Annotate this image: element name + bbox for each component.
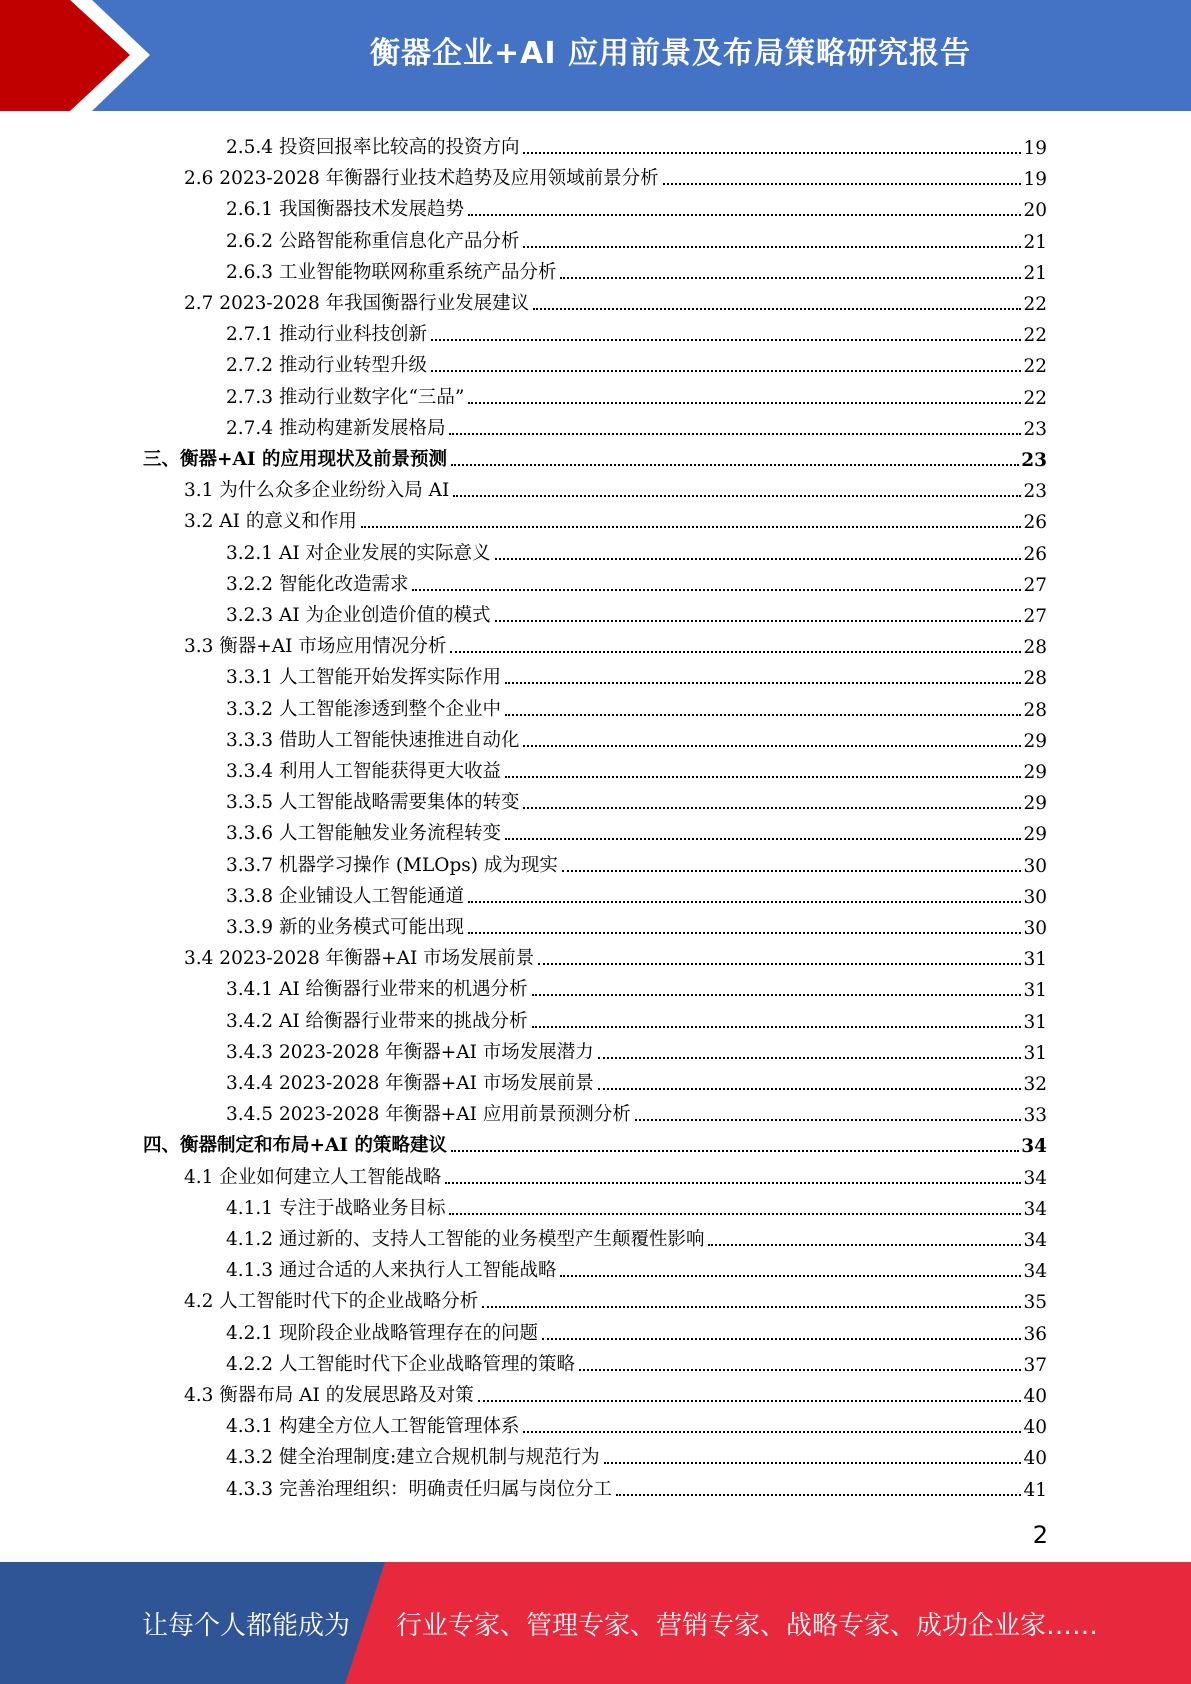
toc-entry-page: 28 — [1023, 637, 1047, 659]
toc-entry-page: 35 — [1023, 1292, 1047, 1314]
toc-entry-title: 4.2 人工智能时代下的企业战略分析 — [184, 1291, 479, 1313]
toc-entry-page: 40 — [1023, 1448, 1047, 1470]
toc-leader-dots — [523, 151, 1021, 154]
page-header — [0, 0, 1191, 111]
toc-leader-dots — [468, 401, 1021, 404]
toc-entry-title: 3.3.1 人工智能开始发挥实际作用 — [226, 667, 501, 689]
toc-entry-title: 四、衡器制定和布局+AI 的策略建议 — [143, 1135, 447, 1157]
toc-leader-dots — [523, 245, 1021, 248]
toc-entry[interactable] — [184, 284, 1047, 315]
toc-entry[interactable] — [226, 378, 1047, 409]
toc-entry[interactable] — [226, 346, 1047, 377]
toc-entry-page: 22 — [1023, 325, 1047, 347]
toc-entry-page: 29 — [1023, 793, 1047, 815]
toc-entry-title: 3.4.2 AI 给衡器行业带来的挑战分析 — [226, 1010, 528, 1032]
toc-entry-title: 3.2.2 智能化改造需求 — [226, 573, 409, 595]
toc-entry[interactable] — [226, 1407, 1047, 1438]
toc-entry-page: 22 — [1023, 387, 1047, 409]
toc-entry-page: 31 — [1023, 1011, 1047, 1033]
toc-entry[interactable] — [226, 534, 1047, 565]
toc-entry-title: 2.6.2 公路智能称重信息化产品分析 — [226, 230, 520, 252]
toc-leader-dots — [495, 619, 1022, 622]
toc-leader-dots — [635, 1118, 1022, 1121]
toc-entry-title: 3.3.5 人工智能战略需要集体的转变 — [226, 792, 520, 814]
header-arrow-decoration — [0, 0, 160, 111]
toc-entry[interactable] — [226, 752, 1047, 783]
toc-entry[interactable] — [226, 970, 1047, 1001]
toc-entry-page: 21 — [1023, 262, 1047, 284]
toc-leader-dots — [505, 837, 1021, 840]
toc-entry-title: 4.2.2 人工智能时代下企业战略管理的策略 — [226, 1353, 575, 1375]
toc-leader-dots — [532, 993, 1022, 996]
toc-entry-page: 22 — [1023, 356, 1047, 378]
toc-entry-page: 33 — [1023, 1105, 1047, 1127]
toc-leader-dots — [482, 1305, 1021, 1308]
toc-entry-page: 26 — [1023, 512, 1047, 534]
toc-entry-title: 3.3.9 新的业务模式可能出现 — [226, 917, 464, 938]
toc-entry[interactable] — [226, 658, 1047, 689]
footer-slogan-right: 行业专家、管理专家、营销专家、战略专家、成功企业家…… — [396, 1610, 1099, 1641]
toc-entry-page: 30 — [1023, 918, 1047, 939]
toc-entry-page: 31 — [1023, 949, 1047, 971]
toc-entry-page: 31 — [1023, 1042, 1047, 1064]
toc-entry-title: 3.3.7 机器学习操作 (MLOps) 成为现实 — [226, 854, 558, 876]
toc-leader-dots — [708, 1243, 1021, 1246]
toc-entry[interactable] — [226, 1314, 1047, 1345]
toc-entry-title: 3.4.5 2023-2028 年衡器+AI 应用前景预测分析 — [226, 1104, 631, 1126]
toc-entry-title: 4.3.3 完善治理组织：明确责任归属与岗位分工 — [226, 1478, 612, 1500]
toc-leader-dots — [453, 494, 1021, 497]
toc-entry[interactable] — [226, 783, 1047, 814]
footer-slogan-left: 让每个人都能成为 — [142, 1610, 351, 1641]
toc-entry-title: 3.4 2023-2028 年衡器+AI 市场发展前景 — [184, 948, 535, 970]
toc-entry-title: 3.2.3 AI 为企业创造价值的模式 — [226, 605, 491, 626]
toc-entry[interactable] — [226, 1095, 1047, 1126]
toc-leader-dots — [538, 962, 1021, 965]
toc-entry-page: 19 — [1023, 138, 1047, 159]
toc-entry-page: 19 — [1023, 169, 1047, 191]
toc-entry-page: 28 — [1023, 668, 1047, 690]
toc-entry-title: 2.7.3 推动行业数字化“三品” — [226, 386, 465, 408]
toc-entry[interactable] — [226, 1251, 1047, 1282]
toc-entry-title: 4.2.1 现阶段企业战略管理存在的问题 — [226, 1322, 538, 1344]
toc-entry-page: 40 — [1023, 1386, 1047, 1407]
toc-leader-dots — [560, 276, 1021, 279]
toc-leader-dots — [361, 525, 1022, 528]
toc-leader-dots — [468, 213, 1021, 216]
toc-leader-dots — [523, 1430, 1021, 1433]
toc-entry[interactable] — [226, 190, 1047, 221]
toc-entry[interactable] — [184, 1158, 1047, 1189]
toc-entry-title: 2.7.2 推动行业转型升级 — [226, 355, 427, 377]
toc-entry[interactable] — [226, 814, 1047, 845]
toc-leader-dots — [445, 1181, 1021, 1184]
toc-leader-dots — [523, 806, 1021, 809]
toc-entry-title: 2.5.4 投资回报率比较高的投资方向 — [226, 137, 520, 158]
toc-entry-page: 34 — [1023, 1230, 1047, 1251]
toc-entry-title: 2.6.1 我国衡器技术发展趋势 — [226, 199, 464, 221]
toc-leader-dots — [562, 869, 1022, 872]
toc-entry-title: 3.3.6 人工智能触发业务流程转变 — [226, 823, 501, 845]
toc-entry-page: 30 — [1023, 855, 1047, 877]
toc-entry-page: 20 — [1023, 200, 1047, 222]
toc-entry[interactable] — [184, 1282, 1047, 1313]
toc-entry-page: 22 — [1023, 294, 1047, 315]
toc-leader-dots — [431, 369, 1021, 372]
toc-entry-title: 3.4.3 2023-2028 年衡器+AI 市场发展潜力 — [226, 1041, 594, 1063]
toc-leader-dots — [579, 1368, 1021, 1371]
toc-entry-page: 37 — [1023, 1354, 1047, 1376]
toc-entry-page: 34 — [1023, 1198, 1047, 1220]
toc-leader-dots — [598, 1087, 1022, 1090]
toc-leader-dots — [505, 713, 1021, 716]
toc-entry-title: 2.7.1 推动行业科技创新 — [226, 324, 427, 346]
toc-leader-dots — [449, 432, 1021, 435]
toc-leader-dots — [532, 1025, 1022, 1028]
toc-entry-title: 3.4.4 2023-2028 年衡器+AI 市场发展前景 — [226, 1073, 594, 1094]
toc-entry[interactable] — [226, 846, 1047, 877]
toc-entry-page: 29 — [1023, 762, 1047, 783]
toc-entry[interactable] — [226, 1470, 1047, 1501]
toc-leader-dots — [478, 1399, 1022, 1402]
toc-entry[interactable] — [226, 1220, 1047, 1251]
toc-entry-title: 4.3.1 构建全方位人工智能管理体系 — [226, 1416, 520, 1438]
toc-entry[interactable] — [184, 502, 1047, 533]
page-footer — [0, 1562, 1191, 1684]
toc-entry-title: 2.7 2023-2028 年我国衡器行业发展建议 — [184, 293, 530, 314]
toc-entry-page: 23 — [1021, 450, 1047, 471]
toc-leader-dots — [542, 1337, 1021, 1340]
toc-leader-dots — [450, 650, 1021, 653]
toc-entry[interactable] — [226, 877, 1047, 908]
toc-entry-page: 29 — [1023, 730, 1047, 752]
toc-entry-title: 3.3.3 借助人工智能快速推进自动化 — [226, 729, 520, 751]
toc-entry-page: 29 — [1023, 824, 1047, 846]
toc-entry[interactable] — [226, 690, 1047, 721]
toc-entry-title: 3.3 衡器+AI 市场应用情况分析 — [184, 636, 447, 658]
toc-entry-page: 34 — [1021, 1136, 1047, 1158]
toc-entry-title: 3.4.1 AI 给衡器行业带来的机遇分析 — [226, 979, 528, 1001]
toc-entry[interactable] — [226, 253, 1047, 284]
toc-entry-page: 41 — [1023, 1479, 1047, 1501]
toc-entry[interactable] — [226, 721, 1047, 752]
toc-entry-page: 32 — [1023, 1074, 1047, 1095]
toc-leader-dots — [616, 1493, 1021, 1496]
report-title: 衡器企业+AI 应用前景及布局策略研究报告 — [370, 36, 971, 71]
toc-entry[interactable] — [184, 939, 1047, 970]
toc-entry[interactable] — [143, 1126, 1047, 1157]
toc-entry[interactable] — [226, 128, 1047, 159]
toc-leader-dots — [468, 931, 1021, 934]
toc-entry[interactable] — [226, 1064, 1047, 1095]
toc-leader-dots — [533, 307, 1021, 310]
toc-entry-title: 4.1.3 通过合适的人来执行人工智能战略 — [226, 1260, 557, 1282]
toc-entry-page: 27 — [1023, 606, 1047, 627]
toc-entry[interactable] — [226, 222, 1047, 253]
toc-entry-page: 31 — [1023, 980, 1047, 1002]
toc-entry-page: 40 — [1023, 1417, 1047, 1439]
toc-entry-title: 2.6.3 工业智能物联网称重系统产品分析 — [226, 261, 557, 283]
toc-leader-dots — [468, 900, 1021, 903]
toc-entry-title: 3.2 AI 的意义和作用 — [184, 511, 357, 533]
toc-entry-title: 3.3.2 人工智能渗透到整个企业中 — [226, 698, 501, 720]
toc-entry-page: 21 — [1023, 231, 1047, 253]
toc-entry[interactable] — [226, 908, 1047, 939]
toc-entry[interactable] — [226, 565, 1047, 596]
toc-leader-dots — [598, 1056, 1022, 1059]
toc-leader-dots — [523, 744, 1021, 747]
toc-entry[interactable] — [226, 1033, 1047, 1064]
toc-entry[interactable] — [226, 1438, 1047, 1469]
toc-entry-page: 23 — [1023, 481, 1047, 503]
toc-entry-page: 30 — [1023, 886, 1047, 908]
toc-entry-page: 36 — [1023, 1323, 1047, 1345]
toc-entry[interactable] — [184, 471, 1047, 502]
toc-leader-dots — [431, 338, 1021, 341]
toc-leader-dots — [560, 1274, 1021, 1277]
toc-entry[interactable] — [226, 1345, 1047, 1376]
toc-leader-dots — [449, 1212, 1021, 1215]
toc-entry-title: 4.3.2 健全治理制度:建立合规机制与规范行为 — [226, 1447, 600, 1469]
toc-leader-dots — [451, 1149, 1019, 1152]
page-number: 2 — [1032, 1521, 1048, 1549]
toc-entry-title: 4.1 企业如何建立人工智能战略 — [184, 1166, 442, 1188]
toc-leader-dots — [412, 588, 1021, 591]
toc-entry[interactable] — [184, 1376, 1047, 1407]
toc-entry[interactable] — [226, 315, 1047, 346]
toc-entry-title: 2.7.4 推动构建新发展格局 — [226, 417, 446, 439]
toc-entry-title: 4.3 衡器布局 AI 的发展思路及对策 — [184, 1385, 474, 1406]
toc-entry-page: 26 — [1023, 543, 1047, 565]
toc-leader-dots — [495, 557, 1022, 560]
toc-entry-page: 27 — [1023, 574, 1047, 596]
toc-entry-title: 3.2.1 AI 对企业发展的实际意义 — [226, 542, 491, 564]
toc-entry-title: 3.1 为什么众多企业纷纷入局 AI — [184, 480, 450, 502]
toc-entry[interactable] — [226, 409, 1047, 440]
toc-entry-page: 34 — [1023, 1167, 1047, 1189]
toc-entry-page: 28 — [1023, 699, 1047, 721]
toc-entry-title: 4.1.1 专注于战略业务目标 — [226, 1197, 446, 1219]
toc-entry[interactable] — [226, 1002, 1047, 1033]
toc-entry[interactable] — [184, 627, 1047, 658]
toc-entry-title: 4.1.2 通过新的、支持人工智能的业务模型产生颠覆性影响 — [226, 1229, 705, 1250]
toc-entry[interactable] — [143, 440, 1047, 471]
toc-entry-title: 三、衡器+AI 的应用现状及前景预测 — [143, 449, 447, 470]
toc-entry-title: 3.3.8 企业铺设人工智能通道 — [226, 885, 464, 907]
toc-entry-title: 2.6 2023-2028 年衡器行业技术趋势及应用领域前景分析 — [184, 168, 659, 190]
toc-entry-page: 23 — [1023, 418, 1047, 440]
toc-entry[interactable] — [226, 1189, 1047, 1220]
toc-leader-dots — [505, 775, 1021, 778]
toc-leader-dots — [505, 681, 1021, 684]
toc-entry[interactable] — [226, 596, 1047, 627]
toc-entry[interactable] — [184, 159, 1047, 190]
toc-leader-dots — [663, 182, 1022, 185]
toc-entry-page: 34 — [1023, 1261, 1047, 1283]
toc-leader-dots — [451, 463, 1019, 466]
toc-leader-dots — [604, 1461, 1022, 1464]
toc-entry-title: 3.3.4 利用人工智能获得更大收益 — [226, 761, 501, 782]
